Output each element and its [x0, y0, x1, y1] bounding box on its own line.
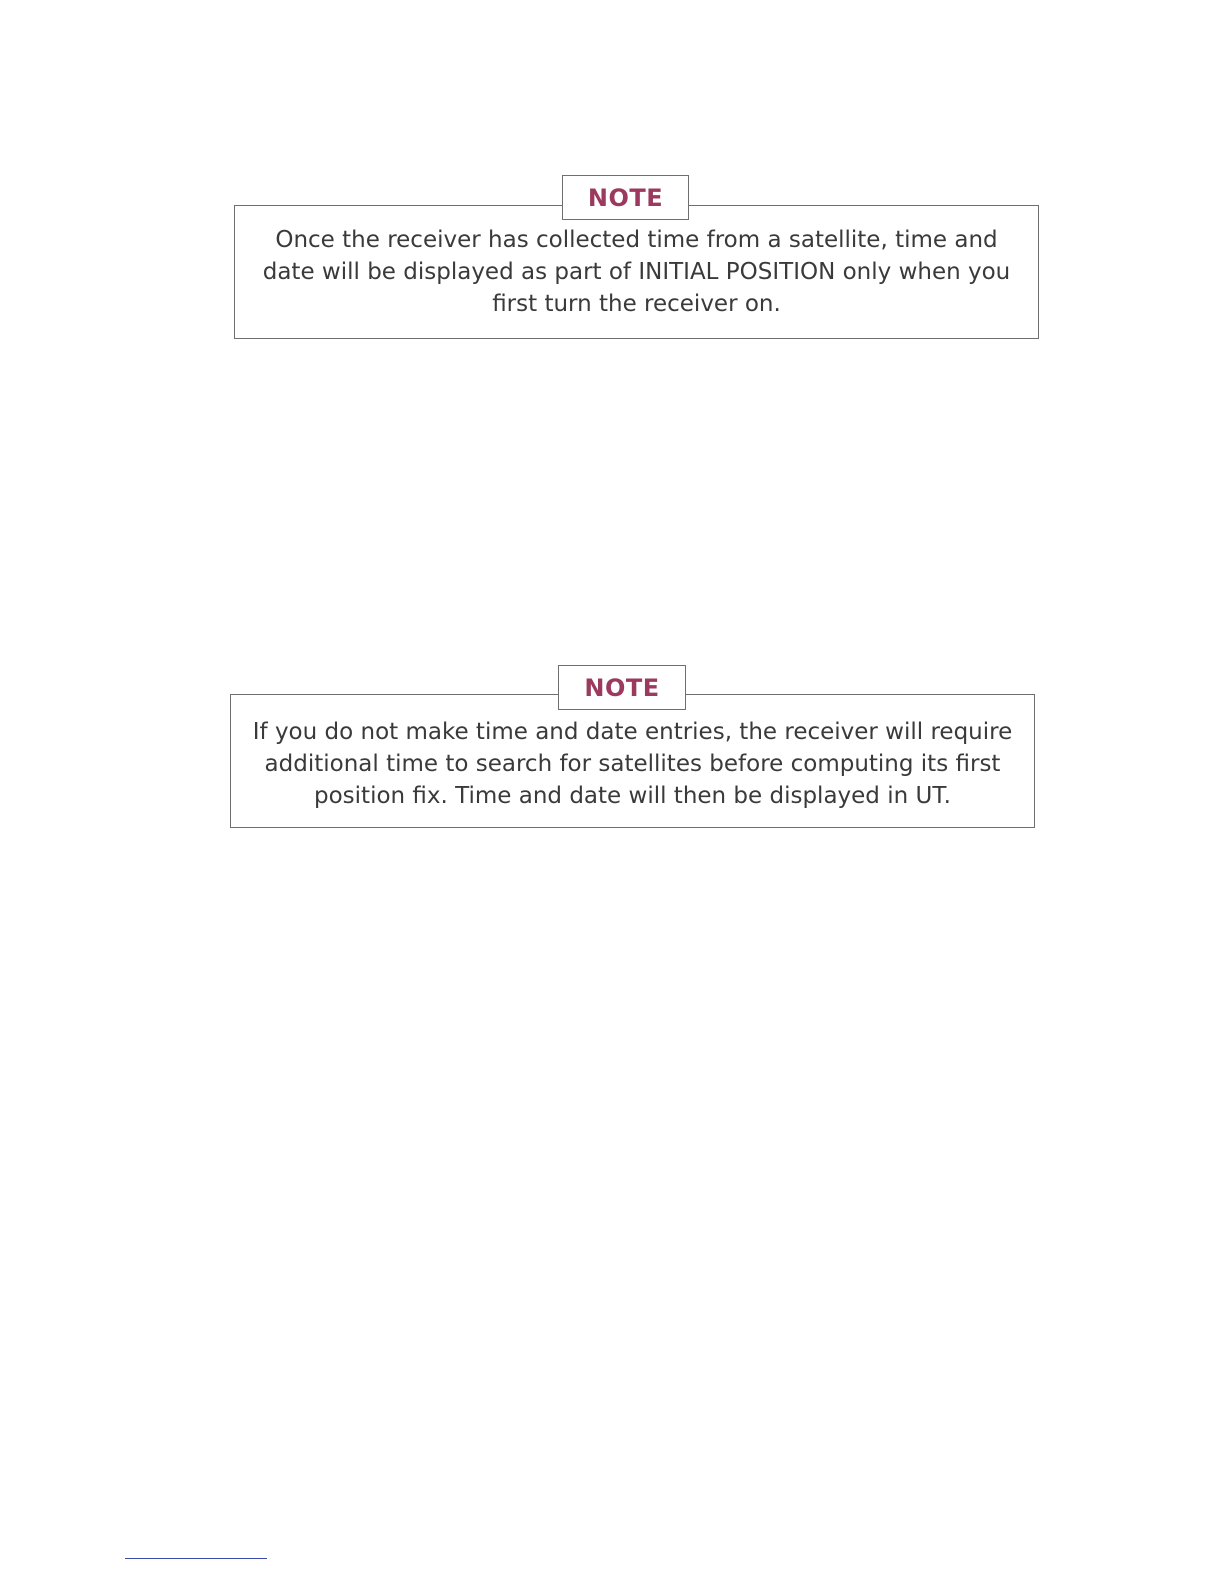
- note-text-1: Once the receiver has collected time from a satellite, time and date will be displayed as part of INITIAL POSITION only when you first turn the receiver on.: [262, 227, 1011, 317]
- note-label-2: NOTE: [558, 665, 686, 710]
- note-text-2: If you do not make time and date entries, the receiver will require additional time to search for satellites before computing its first position fix. Time and date will then be displayed in UT.: [252, 719, 1013, 809]
- note-label-1: NOTE: [562, 175, 689, 220]
- footer-rule: [125, 1558, 267, 1559]
